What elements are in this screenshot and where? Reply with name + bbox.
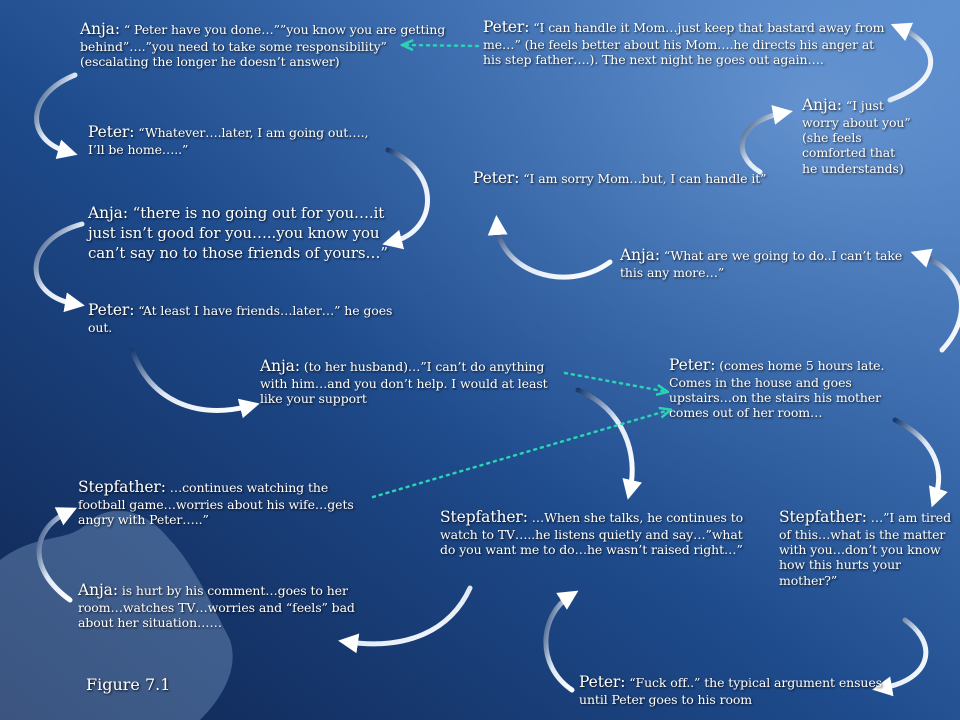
speaker: Stepfather: <box>440 508 528 526</box>
figure-caption: Figure 7.1 <box>86 675 171 694</box>
box-anja-5 <box>802 96 912 176</box>
speaker: Anja: <box>88 204 128 222</box>
box-stepfather-1 <box>78 478 378 527</box>
speaker: Peter: <box>579 673 626 691</box>
box-stepfather-3 <box>779 508 951 588</box>
speaker: Anja: <box>80 20 120 38</box>
dialogue: “ Peter have you done…””you know you are getting behind”….”you need to take some responsibility” (escalating the longer he doesn’t answer) <box>80 22 446 70</box>
dialogue: “Fuck off..” the typical argument ensues until Peter goes to his room <box>579 675 882 707</box>
speaker: Anja: <box>78 581 118 599</box>
dialogue: “there is no going out for you….it just isn’t good for you…..you know you can’t say no to those friends of yours…” <box>88 204 388 262</box>
box-anja-6 <box>620 246 910 280</box>
box-peter-4 <box>473 169 773 188</box>
box-peter-6 <box>579 673 891 707</box>
box-anja-4 <box>78 581 368 630</box>
dialogue: (comes home 5 hours late. Comes in the house and goes upstairs…on the stairs his mother comes out of her room… <box>669 358 885 421</box>
dialogue: “At least I have friends…later…” he goes out. <box>88 303 393 335</box>
speaker: Anja: <box>260 357 300 375</box>
speaker: Peter: <box>88 301 135 319</box>
dialogue: is hurt by his comment…goes to her room…watches TV…worries and “feels” bad about her situation…… <box>78 583 355 631</box>
speaker: Anja: <box>620 246 660 264</box>
speaker: Anja: <box>802 96 842 114</box>
box-peter-1 <box>88 123 388 157</box>
dialogue: …continues watching the football game…worries about his wife…gets angry with Peter…..” <box>78 480 354 528</box>
dialogue: “I just worry about you” (she feels comforted that he understands) <box>802 98 911 176</box>
speaker: Peter: <box>669 356 716 374</box>
box-peter-3 <box>483 18 885 67</box>
box-anja-2 <box>88 203 388 263</box>
speaker: Peter: <box>483 18 530 36</box>
speaker: Peter: <box>88 123 135 141</box>
box-peter-5 <box>669 356 891 421</box>
dialogue: “What are we going to do..I can’t take this any more…” <box>620 248 903 280</box>
box-peter-2 <box>88 301 393 335</box>
box-anja-1 <box>80 20 448 69</box>
dialogue: (to her husband)…”I can’t do anything with him…and you don’t help. I would at least like your support <box>260 359 548 407</box>
speaker: Stepfather: <box>78 478 166 496</box>
speaker: Peter: <box>473 169 520 187</box>
dialogue: …When she talks, he continues to watch to TV…..he listens quietly and say…”what do you want me to do…he wasn’t raised right…” <box>440 510 744 558</box>
speaker: Stepfather: <box>779 508 867 526</box>
box-stepfather-2 <box>440 508 752 557</box>
dialogue: “I can handle it Mom…just keep that bastard away from me…” (he feels better about his Mom….he directs his anger at his step father….). The next night he goes out again…. <box>483 20 885 68</box>
dialogue: “I am sorry Mom…but, I can handle it” <box>519 171 767 186</box>
box-anja-3 <box>260 357 560 406</box>
dialogue: …”I am tired of this…what is the matter with you…don’t you know how this hurts your mother?” <box>779 510 951 588</box>
dialogue: “Whatever….later, I am going out…., I’ll be home…..” <box>88 125 369 157</box>
